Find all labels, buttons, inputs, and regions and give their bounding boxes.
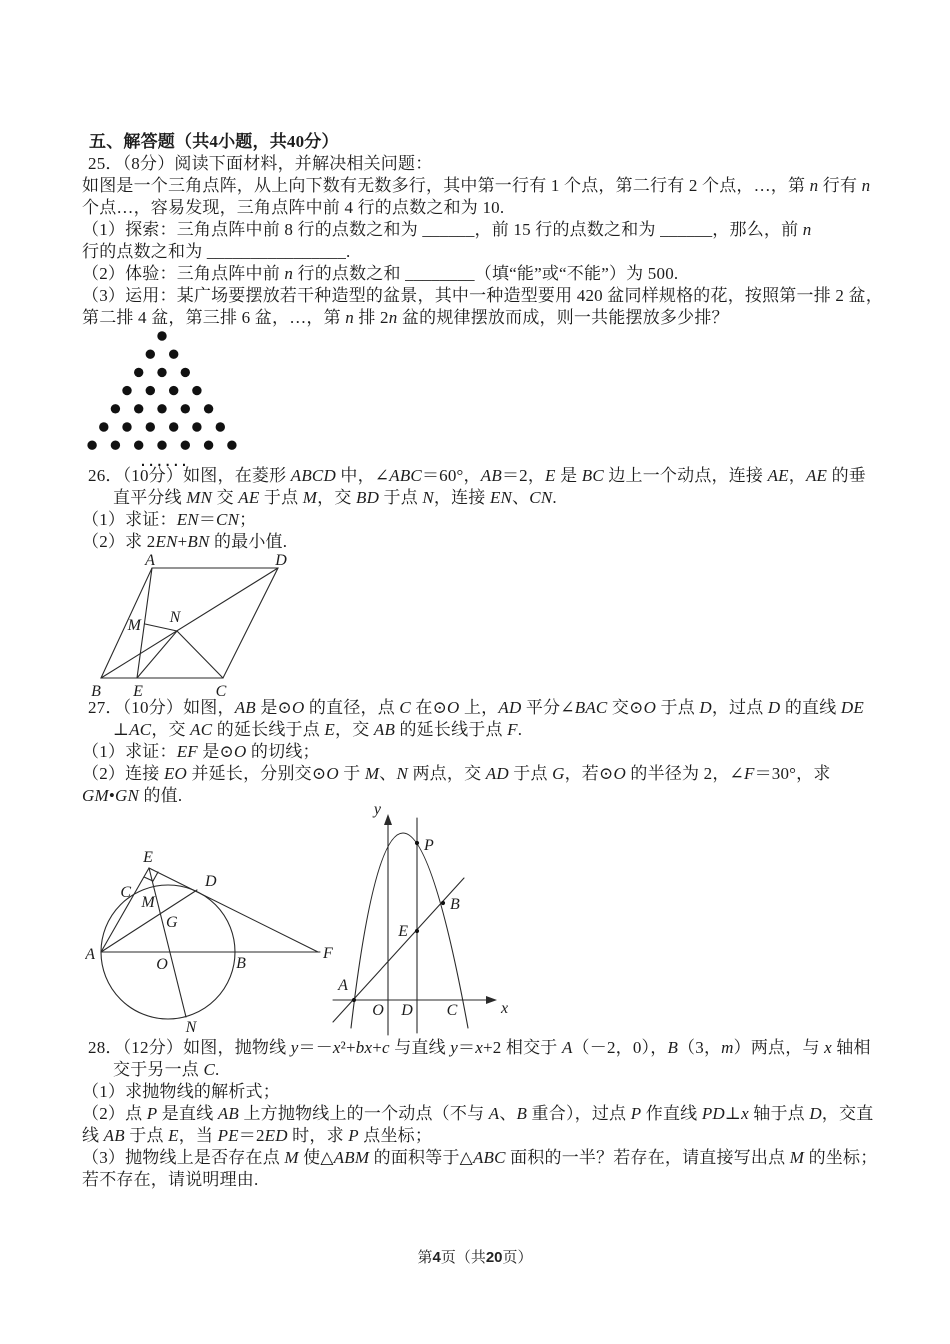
footer-middle: 页（共 — [440, 1249, 486, 1266]
point-label-D: D — [275, 552, 287, 569]
problem28-line-2: （1）求抛物线的解析式； — [82, 1082, 280, 1101]
rhombus-figure — [83, 550, 308, 702]
point-label-D2: D — [401, 1002, 413, 1019]
problem28-line-3: （2）点 P 是直线 AB 上方抛物线上的一个动点（不与 A、B 重合），过点 P 作直线 PD⊥x 轴于点 D，交直 — [82, 1104, 874, 1123]
triangle-dot-figure — [85, 326, 255, 472]
problem26-line-3: （2）求 2EN+BN 的最小值. — [82, 532, 288, 551]
point-label-B2: B — [450, 896, 460, 913]
problem26-line-0: 26．（10分）如图，在菱形 ABCD 中，∠ABC＝60°，AB＝2，E 是 BC 边上一个动点，连接 AE，AE 的垂 — [88, 466, 866, 485]
y-axis-label: y — [373, 801, 381, 818]
section-25 — [82, 131, 882, 329]
problem27-line-1: ⊥AC，交 AC 的延长线于点 E，交 AB 的延长线于点 F. — [113, 720, 523, 739]
problem28-line-1: 交于另一点 C. — [113, 1060, 220, 1079]
point-label-F: F — [323, 945, 333, 962]
point-label-B: B — [91, 683, 101, 700]
problem25-line-5: （2）体验：三角点阵中前 n 行的点数之和 ________（填“能”或“不能”）为 500. — [82, 264, 679, 283]
parabola-figure-lines — [333, 814, 497, 1035]
page-footer — [0, 1246, 950, 1267]
section-26 — [82, 465, 882, 553]
point-label-D: D — [205, 873, 217, 890]
point-label-M: M — [127, 617, 141, 634]
problem25-line-2: 个点…，容易发现，三角点阵中前 4 行的点数之和为 10. — [82, 198, 505, 217]
footer-suffix: 页） — [502, 1249, 533, 1266]
point-label-C2: C — [446, 1002, 458, 1019]
problem28-line-0: 28．（12分）如图，抛物线 y＝－x²+bx+c 与直线 y＝x+2 相交于 A（－2，0），B（3，m）两点，与 x 轴相 — [88, 1038, 871, 1057]
point-label-A2: A — [338, 977, 348, 994]
point-label-N: N — [169, 609, 181, 626]
point-label-E: E — [133, 683, 143, 700]
point-label-B: B — [236, 955, 246, 972]
problem28-line-5: （3）抛物线上是否存在点 M 使△ABM 的面积等于△ABC 面积的一半？若存在，请直接写出点 M 的坐标； — [82, 1148, 878, 1167]
problem25-line-3: （1）探索：三角点阵中前 8 行的点数之和为 ______，前 15 行的点数之和为 ______，那么，前 n — [82, 220, 812, 239]
footer-prefix: 第 — [417, 1249, 433, 1266]
footer-page-number: 4 — [432, 1249, 441, 1266]
x-axis-label: x — [501, 1000, 509, 1017]
point-label-A: A — [85, 946, 95, 963]
problem28-line-6: 若不存在，请说明理由. — [82, 1170, 259, 1189]
point-label-A: A — [145, 552, 155, 569]
footer-total-pages: 20 — [485, 1249, 503, 1266]
problem25-line-6: （3）运用：某广场要摆放若干种造型的盆景，其中一种造型要用 420 盆同样规格的花，按照第一排 2 盆， — [82, 286, 883, 305]
problem25-line-1: 如图是一个三角点阵，从上向下数有无数多行，其中第一行有 1 个点，第二行有 2 个点，…，第 n 行有 n — [82, 176, 871, 195]
triangle-dots — [87, 331, 236, 450]
section-27 — [82, 697, 882, 807]
section-heading: 五、解答题（共4小题，共40分） — [89, 132, 339, 151]
problem27-line-0: 27．（10分）如图，AB 是⊙O 的直径，点 C 在⊙O 上，AD 平分∠BAC 交⊙O 于点 D，过点 D 的直线 DE — [88, 698, 864, 717]
problem27-line-2: （1）求证：EF 是⊙O 的切线； — [82, 742, 320, 761]
circle-and-parabola-figures — [85, 800, 545, 1040]
point-label-E2: E — [398, 923, 408, 940]
problem25-line-7: 第二排 4 盆，第三排 6 盆，…，第 n 排 2n 盆的规律摆放而成，则一共能摆放多少排？ — [82, 308, 729, 327]
problem27-line-3: （2）连接 EO 并延长，分别交⊙O 于 M、N 两点，交 AD 于点 G，若⊙O 的半径为 2，∠F＝30°，求 — [82, 764, 831, 783]
problem26-line-2: （1）求证：EN＝CN； — [82, 510, 257, 529]
section-28 — [82, 1037, 882, 1191]
origin-label: O — [372, 1002, 384, 1019]
problem27-line-4: GM•GN 的值. — [82, 786, 183, 805]
problem25-line-0: 25．（8分）阅读下面材料，并解决相关问题： — [88, 154, 433, 173]
point-label-N: N — [185, 1019, 197, 1036]
triangle-ellipsis: ...... — [139, 455, 189, 469]
problem28-line-4: 线 AB 于点 E，当 PE＝2ED 时，求 P 点坐标； — [82, 1126, 433, 1145]
point-label-G: G — [166, 914, 178, 931]
problem26-line-1: 直平分线 MN 交 AE 于点 M，交 BD 于点 N，连接 EN、CN. — [113, 488, 557, 507]
point-label-C: C — [215, 683, 227, 700]
point-label-P: P — [424, 837, 434, 854]
circle-figure-lines — [101, 868, 320, 1019]
point-label-E: E — [143, 849, 153, 866]
point-label-O: O — [156, 956, 168, 973]
point-label-M: M — [141, 894, 155, 911]
problem25-line-4: 行的点数之和为 ________________. — [82, 242, 351, 261]
point-label-C: C — [120, 884, 131, 901]
